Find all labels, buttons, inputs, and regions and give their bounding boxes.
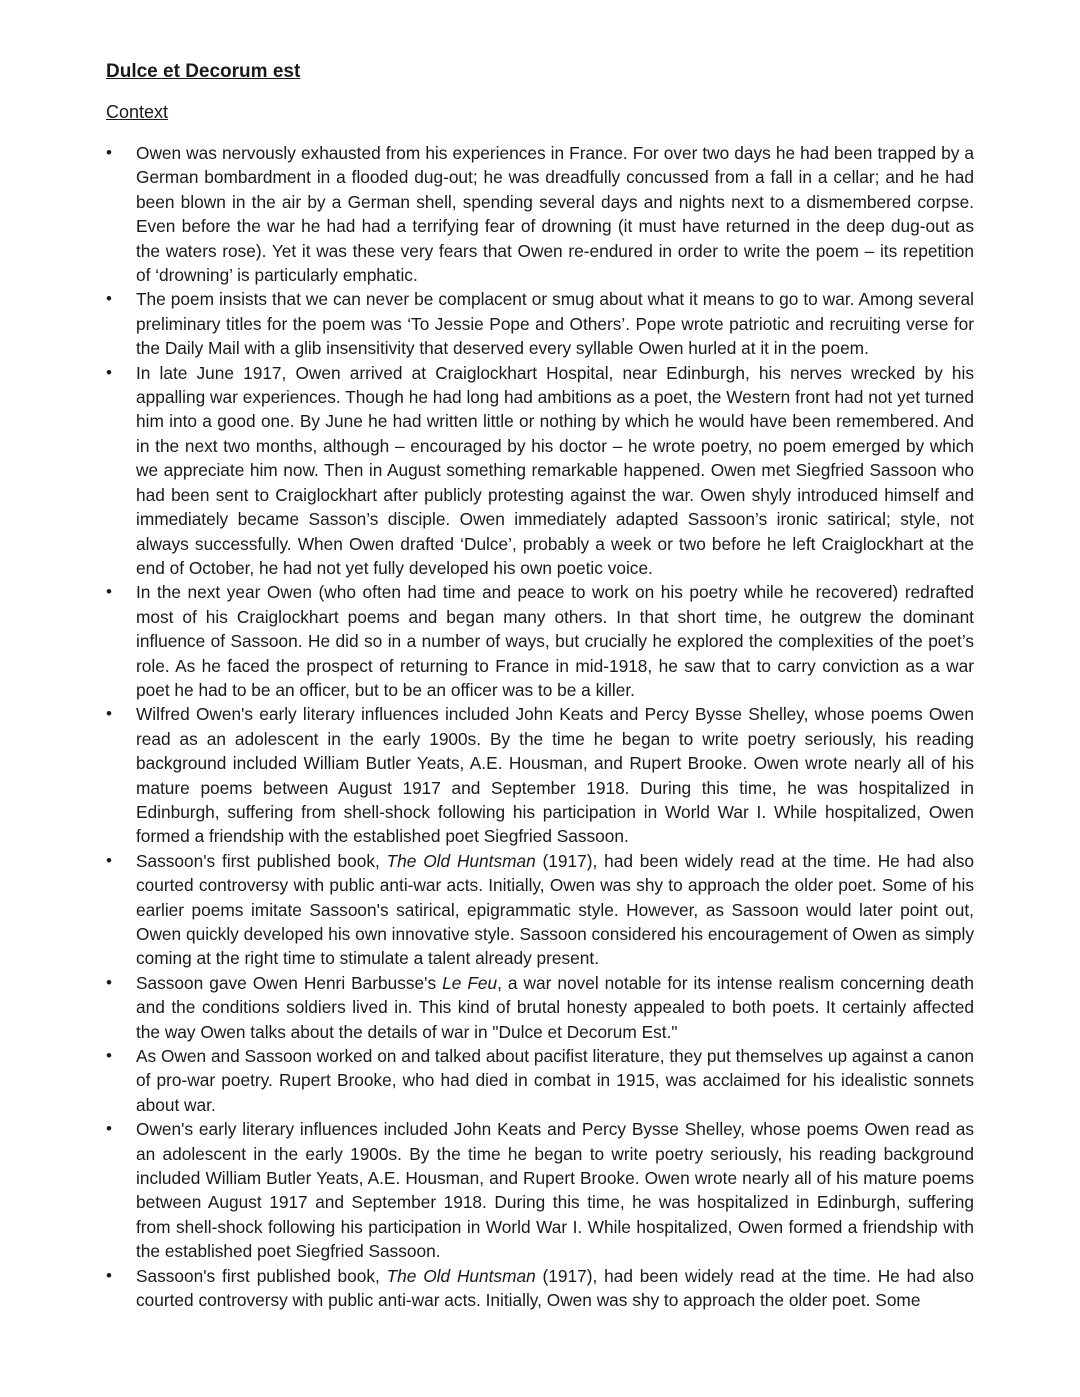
book-title-italic: Le Feu [442, 972, 498, 993]
bullet-item [0, 580, 974, 702]
bullet-marker: • [106, 289, 112, 309]
bullet-text-rest: (1917), had been widely read at the time. He had also courted controversy with public anti-war acts. Initially, Owen was shy to approach the older poet. Some [136, 1265, 974, 1311]
bullet-text [136, 1266, 974, 1310]
bullet-text: In late June 1917, Owen arrived at Craiglockhart Hospital, near Edinburgh, his nerves wrecked by his appalling war experiences. Though he had long had ambitions as a poet, the Western front had not yet turned him into a good one. By June he had written little or nothing by which he would have been remembered. And in the next two months, although – encouraged by his doctor – he wrote poetry, no poem emerged by which we appreciate him now. Then in August something remarkable happened. Owen met Siegfried Sassoon who had been sent to Craiglockhart after publicly protesting against the war. Owen shyly introduced himself and immediately became Sasson’s disciple. Owen immediately adapted Sassoon’s ironic satirical; style, not always successfully. When Owen drafted ‘Dulce’, probably a week or two before he left Craiglockhart at the end of October, he had not yet fully developed his own poetic voice. [136, 362, 974, 578]
bullet-text [136, 851, 974, 969]
bullet-item [0, 971, 974, 1044]
bullet-text: Wilfred Owen's early literary influences included John Keats and Percy Bysse Shelley, whose poems Owen read as an adolescent in the early 1900s. By the time he began to write poetry seriously, his reading background included William Butler Yeats, A.E. Housman, and Rupert Brooke. Owen wrote nearly all of his mature poems between August 1917 and September 1918. During this time, he was hospitalized in Edinburgh, suffering from shell-shock following his participation in World War I. While hospitalized, Owen formed a friendship with the established poet Siegfried Sassoon. [136, 704, 974, 847]
bullet-marker: • [106, 143, 112, 162]
bullet-text-lead: Sassoon's first published book, [136, 850, 387, 871]
bullet-text-rest: , a war novel notable for its intense realism concerning death and the conditions soldiers lived in. This kind of brutal honesty appealed to both poets. It certainly affected the way Owen talks about the details of war in "Dulce et Decorum Est." [136, 972, 974, 1042]
bullet-text: Owen's early literary influences included John Keats and Percy Bysse Shelley, whose poems Owen read as an adolescent in the early 1900s. By the time he began to write poetry seriously, his reading background included William Butler Yeats, A.E. Housman, and Rupert Brooke. Owen wrote nearly all of his mature poems between August 1917 and September 1918. During this time, he was hospitalized in Edinburgh, suffering from shell-shock following his participation in World War I. While hospitalized, Owen formed a friendship with the established poet Siegfried Sassoon. [136, 1119, 974, 1262]
bullet-marker: • [106, 850, 112, 870]
bullet-text-lead: Sassoon gave Owen Henri Barbusse's [136, 972, 443, 993]
bullet-item [0, 1264, 974, 1313]
document-title: Dulce et Decorum est [106, 61, 301, 82]
bullet-item [0, 141, 974, 287]
bullet-marker: • [106, 704, 112, 724]
bullet-marker: • [106, 1046, 112, 1066]
bullet-item [0, 287, 974, 360]
bullet-text-rest: (1917), had been widely read at the time. He had also courted controversy with public anti-war acts. Initially, Owen was shy to approach the older poet. Some of his earlier poems imitate Sassoon's satirical, epigrammatic style. However, as Sassoon would later point out, Owen quickly developed his own innovative style. Sassoon considered his encouragement of Owen as simply coming at the right time to stimulate a talent already present. [136, 850, 974, 969]
bullet-marker: • [106, 1119, 112, 1139]
book-title-italic: The Old Huntsman [386, 1265, 536, 1286]
section-heading-context: Context [106, 102, 169, 122]
bullet-item [0, 1044, 974, 1117]
bullet-text: As Owen and Sassoon worked on and talked about pacifist literature, they put themselves up against a canon of pro-war poetry. Rupert Brooke, who had died in combat in 1915, was acclaimed for his idealistic sonnets about war. [136, 1046, 974, 1115]
bullet-text-lead: Sassoon's first published book, [136, 1265, 387, 1286]
bullet-text: The poem insists that we can never be complacent or smug about what it means to go to war. Among several preliminary titles for the poem was ‘To Jessie Pope and Others’. Pope wrote patriotic and recruiting verse for the Daily Mail with a glib insensitivity that deserved every syllable Owen hurled at it in the poem. [136, 289, 974, 359]
bullet-item [0, 1117, 974, 1263]
bullet-marker: • [106, 582, 112, 602]
bullet-item [0, 361, 974, 581]
context-bullet-list [0, 141, 1080, 1313]
bullet-item [0, 702, 974, 848]
bullet-marker: • [106, 362, 112, 382]
bullet-marker: • [106, 972, 112, 992]
bullet-item [0, 849, 974, 971]
bullet-text [136, 973, 974, 1042]
bullet-text: In the next year Owen (who often had time and peace to work on his poetry while he recovered) redrafted most of his Craiglockhart poems and began many others. In that short time, he outgrew the dominant influence of Sassoon. He did so in a number of ways, but crucially he explored the complexities of the poet’s role. As he faced the prospect of returning to France in mid-1918, he saw that to carry conviction as a war poet he had to be an officer, but to be an officer was to be a killer. [136, 582, 974, 700]
bullet-marker: • [106, 1265, 112, 1285]
bullet-text: Owen was nervously exhausted from his experiences in France. For over two days he had been trapped by a German bombardment in a flooded dug-out; he was dreadfully concussed from a fall in a cellar; and he had been blown in the air by a German shell, spending several days and nights next to a dismembered corpse. Even before the war he had had a terrifying fear of drowning (it must have returned in the deep dug-out as the waters rose). Yet it was these very fears that Owen re-endured in order to write the poem – its repetition of ‘drowning’ is particularly emphatic. [136, 143, 974, 286]
book-title-italic: The Old Huntsman [386, 850, 536, 871]
